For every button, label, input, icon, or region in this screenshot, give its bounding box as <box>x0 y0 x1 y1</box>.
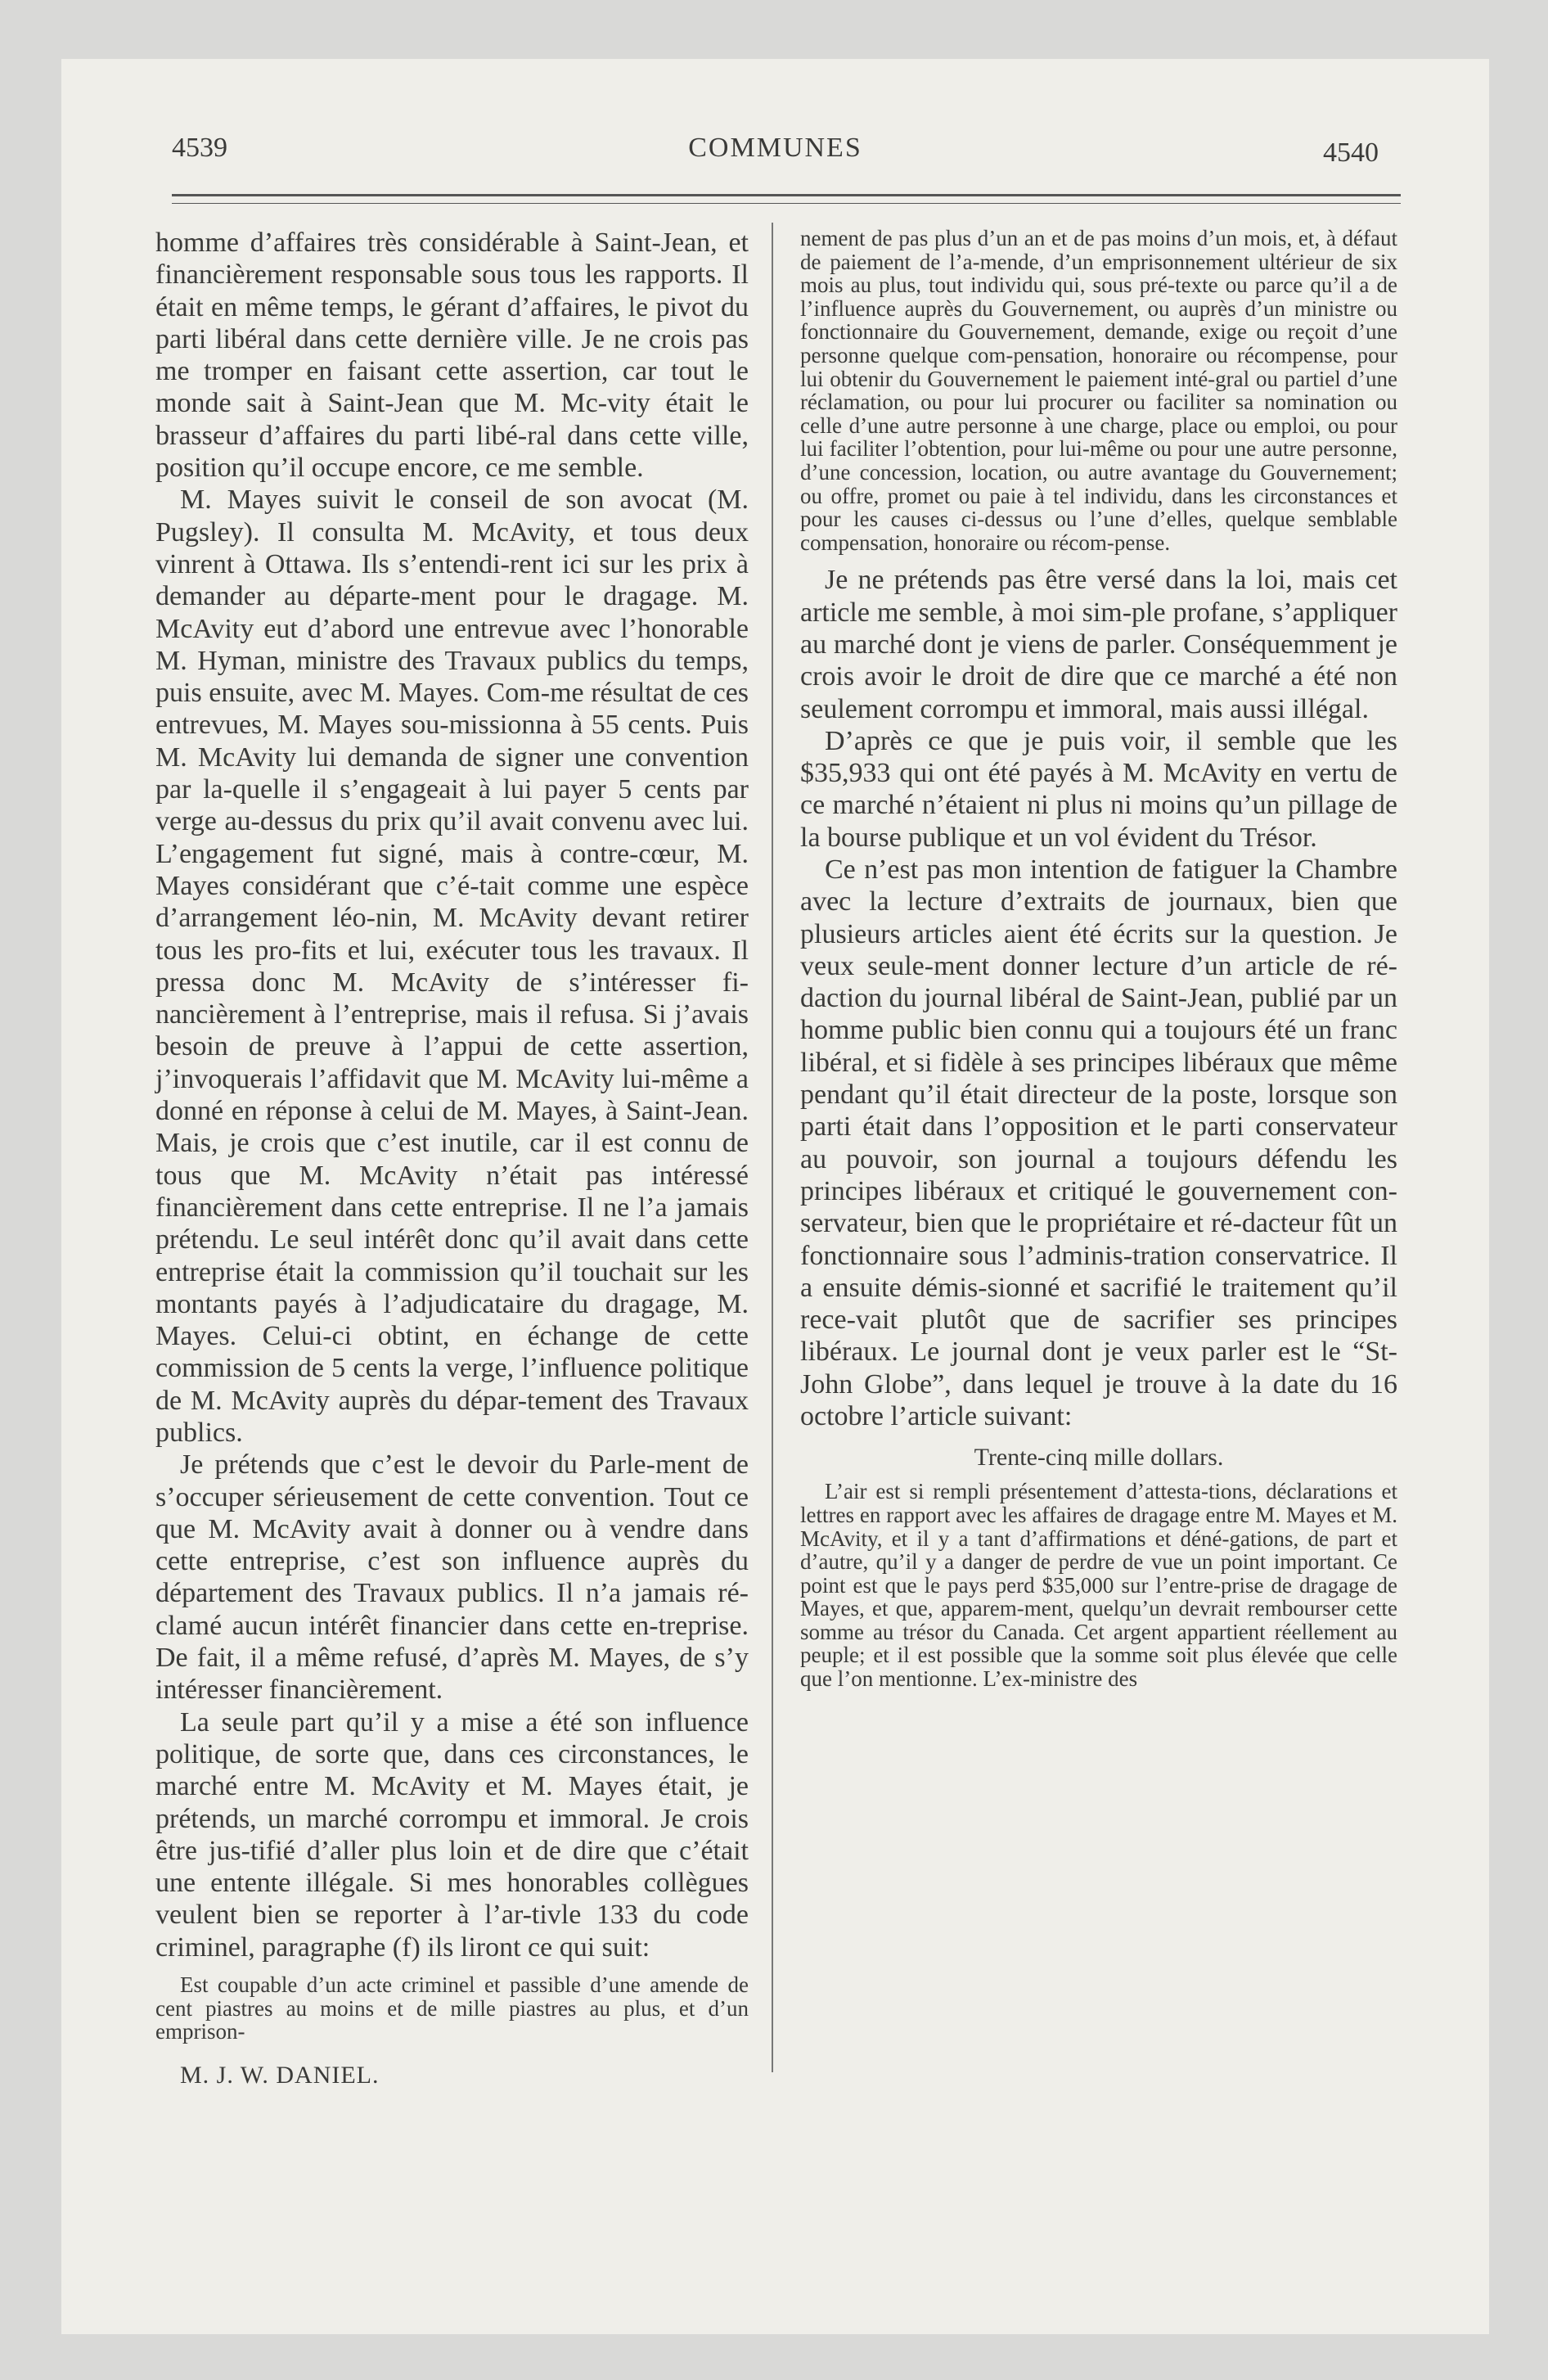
page-header <box>61 133 1489 182</box>
paragraph: D’après ce que je puis voir, il semble que les $35,933 qui ont été payés à M. McAvity en vertu de ce marché n’étaient ni plus ni moins qu’un pillage de la bourse publique et un vol évident du Trésor. <box>800 725 1397 853</box>
paragraph: Je prétends que c’est le devoir du Parle-ment de s’occuper sérieusement de cette convention. Tout ce que M. McAvity avait à donner ou à vendre dans cette entreprise, c’est son influence auprès du département des Travaux publics. Il n’a jamais ré-clamé aucun intérêt financier dans cette en-treprise. De fait, il a même refusé, d’après M. Mayes, de s’y intéresser financièrement. <box>155 1449 749 1706</box>
right-column <box>800 227 1397 1691</box>
paragraph: homme d’affaires très considérable à Saint-Jean, et financièrement responsable sous tous les rapports. Il était en même temps, le gérant d’affaires, le pivot du parti libéral dans cette dernière ville. Je ne crois pas me tromper en faisant cette assertion, car tout le monde sait à Saint-Jean que M. Mc-vity était le brasseur d’affaires du parti libé-ral dans cette ville, position qu’il occupe encore, ce me semble. <box>155 228 749 484</box>
speaker-signature: M. J. W. DANIEL. <box>180 2061 380 2089</box>
page-number-right: 4540 <box>1323 137 1379 168</box>
column-divider <box>772 223 773 2072</box>
page-number-left: 4539 <box>172 133 227 163</box>
paragraph: La seule part qu’il y a mise a été son influence politique, de sorte que, dans ces circonstances, le marché entre M. McAvity et M. Mayes était, je prétends, un marché corrompu et immoral. Je crois être jus-tifié d’aller plus loin et de dire que c’était une entente illégale. Si mes honorables collègues veulent bien se reporter à l’ar-tivle 133 du code criminel, paragraphe (f) ils liront ce qui suit: <box>155 1706 749 1963</box>
article-heading: Trente-cinq mille dollars. <box>974 1444 1224 1472</box>
paragraph: M. Mayes suivit le conseil de son avocat (M. Pugsley). Il consulta M. McAvity, et tous deux vinrent à Ottawa. Ils s’entendi-rent ici sur les prix à demander au départe-ment pour le dragage. M. McAvity eut d’abord une entrevue avec l’honorable M. Hyman, ministre des Travaux publics du temps, puis ensuite, avec M. Mayes. Com-me résultat de ces entrevues, M. Mayes sou-missionna à 55 cents. Puis M. McAvity lui demanda de signer une convention par la-quelle il s’engageait à lui payer 5 cents par verge au-dessus du prix qu’il avait convenu avec lui. L’engagement fut signé, mais à contre-cœur, M. Mayes considérant que c’é-tait comme une espèce d’arrangement léo-nin, M. McAvity devant retirer tous les pro-fits et lui, exécuter tous les travaux. Il pressa donc M. McAvity de s’intéresser fi-nancièrement à l’entreprise, mais il refusa. Si j’avais besoin de preuve à l’appui de cette assertion, j’invoquerais l’affidavit que M. McAvity lui-même a donné en réponse à celui de M. Mayes, à Saint-Jean. Mais, je crois que c’est inutile, car il est connu de tous que M. McAvity n’était pas intéressé financièrement dans cette entreprise. Il ne l’a jamais prétendu. Le seul intérêt donc qu’il avait dans cette entreprise était la commission qu’il touchait sur les montants payés à l’adjudicataire du dragage, M. Mayes. Celui-ci obtint, en échange de cette commission de 5 cents la verge, l’influence politique de M. McAvity auprès du dépar-tement des Travaux publics. <box>155 485 749 1448</box>
paragraph: Ce n’est pas mon intention de fatiguer la Chambre avec la lecture d’extraits de journaux, bien que plusieurs articles aient été écrits sur la question. Je veux seule-ment donner lecture d’un article de ré-daction du journal libéral de Saint-Jean, publié par un homme public bien connu qui a toujours été un franc libéral, et si fidèle à ses principes libéraux que même pendant qu’il était directeur de la poste, lorsque son parti était dans l’opposition et le parti conservateur au pouvoir, son journal a toujours défendu les principes libéraux et critiqué le gouvernement con-servateur, bien que le propriétaire et ré-dacteur fût un fonctionnaire sous l’adminis-tration conservatrice. Il a ensuite démis-sionné et sacrifié le traitement qu’il rece-vait plutôt que de sacrifier ses principes libéraux. Le journal dont je veux parler est le “St-John Globe”, dans lequel je trouve à la date du 16 octobre l’article suivant: <box>800 854 1397 1432</box>
document-page <box>61 59 1489 2334</box>
legal-quote: Est coupable d’un acte criminel et passible d’une amende de cent piastres au moins et de mille piastres au plus, et d’un emprison- <box>155 1972 749 2044</box>
running-title: COMMUNES <box>688 133 862 163</box>
paragraph: Je ne prétends pas être versé dans la loi, mais cet article me semble, à moi sim-ple profane, s’appliquer au marché dont je viens de parler. Conséquemment je crois avoir le droit de dire que ce marché a été non seulement corrompu et immoral, mais aussi illégal. <box>800 565 1397 724</box>
header-rule-thin <box>172 203 1401 204</box>
newspaper-article: L’air est si rempli présentement d’attesta-tions, déclarations et lettres en rapport avec les affaires de dragage entre M. Mayes et M. McAvity, et il y a tant d’affirmations et déné-gations, de part et d’autre, qu’il y a danger de perdre de vue un point important. Ce point est que le pays perd $35,000 sur l’entre-prise de dragage de Mayes, et que, apparem-ment, quelqu’un devrait rembourser cette somme au trésor du Canada. Cet argent appartient réellement au peuple; et il est possible que la somme soit plus élevée que celle que l’on mentionne. L’ex-ministre des <box>800 1479 1397 1692</box>
header-rule-thick <box>172 194 1401 196</box>
left-column <box>155 227 749 2089</box>
legal-quote-continued: nement de pas plus d’un an et de pas moins d’un mois, et, à défaut de paiement de l’a-mende, d’un emprisonnement ultérieur de six mois au plus, tout individu qui, sous pré-texte ou parce qu’il a de l’influence auprès du Gouvernement, ou auprès d’un ministre ou fonctionnaire du Gouvernement, demande, exige ou reçoit d’une personne quelque com-pensation, honoraire ou récompense, pour lui obtenir du Gouvernement le paiement inté-gral ou partiel d’une réclamation, ou pour lui procurer ou faciliter sa nomination ou celle d’une autre personne à une charge, place ou emploi, ou pour lui faciliter l’obtention, pour lui-même ou pour une autre personne, d’une concession, location, ou autre avantage du Gouvernement; ou offre, promet ou paie à tel individu, dans les circonstances et pour les causes ci-dessus ou l’une d’elles, quelque semblable compensation, honoraire ou récom-pense. <box>800 226 1397 555</box>
